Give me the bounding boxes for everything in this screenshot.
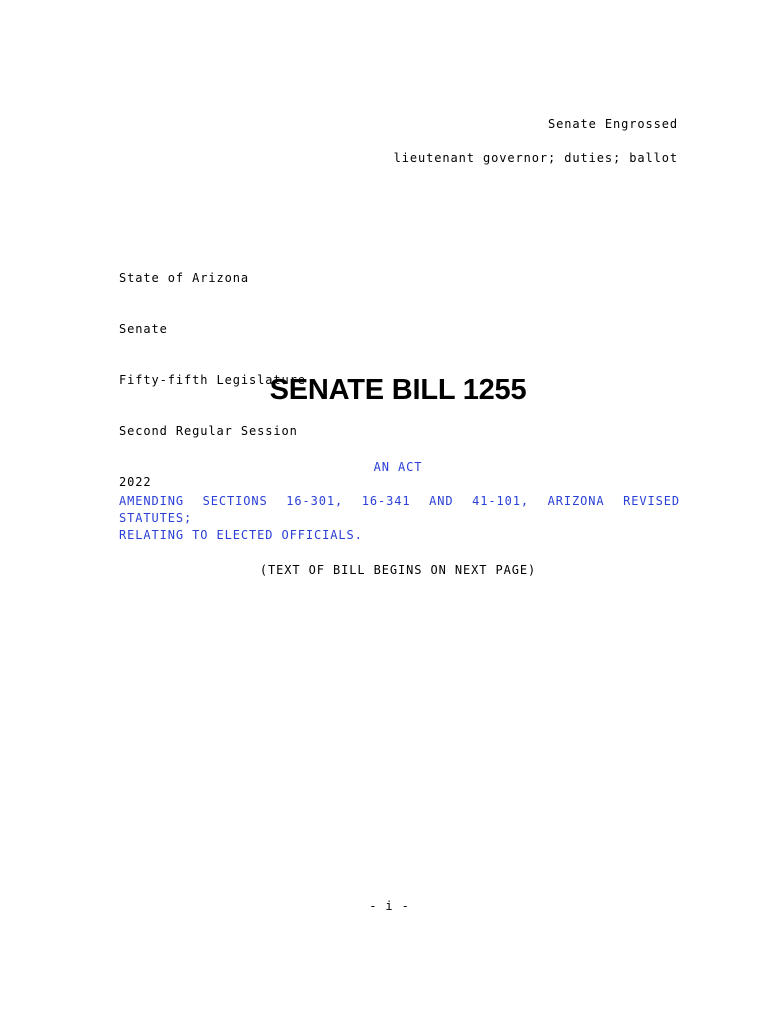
session-name: Second Regular Session: [119, 424, 298, 438]
legislature-name: Fifty-fifth Legislature: [119, 373, 306, 387]
act-description: [119, 493, 680, 544]
bill-title: SENATE BILL 1255: [269, 374, 527, 406]
page-number: - i -: [369, 899, 410, 913]
session-year: 2022: [119, 475, 152, 489]
act-heading: AN ACT: [373, 460, 423, 474]
act-description-line-1: AMENDING SECTIONS 16-301, 16-341 AND 41-101, ARIZONA REVISED STATUTES;: [119, 494, 680, 525]
text-begins-notice: (TEXT OF BILL BEGINS ON NEXT PAGE): [259, 563, 537, 577]
chamber-name: Senate: [119, 322, 168, 336]
state-name: State of Arizona: [119, 271, 249, 285]
bill-subject: lieutenant governor; duties; ballot: [393, 151, 678, 165]
act-description-line-2: RELATING TO ELECTED OFFICIALS.: [119, 528, 363, 542]
engrossed-status: Senate Engrossed: [548, 117, 678, 131]
